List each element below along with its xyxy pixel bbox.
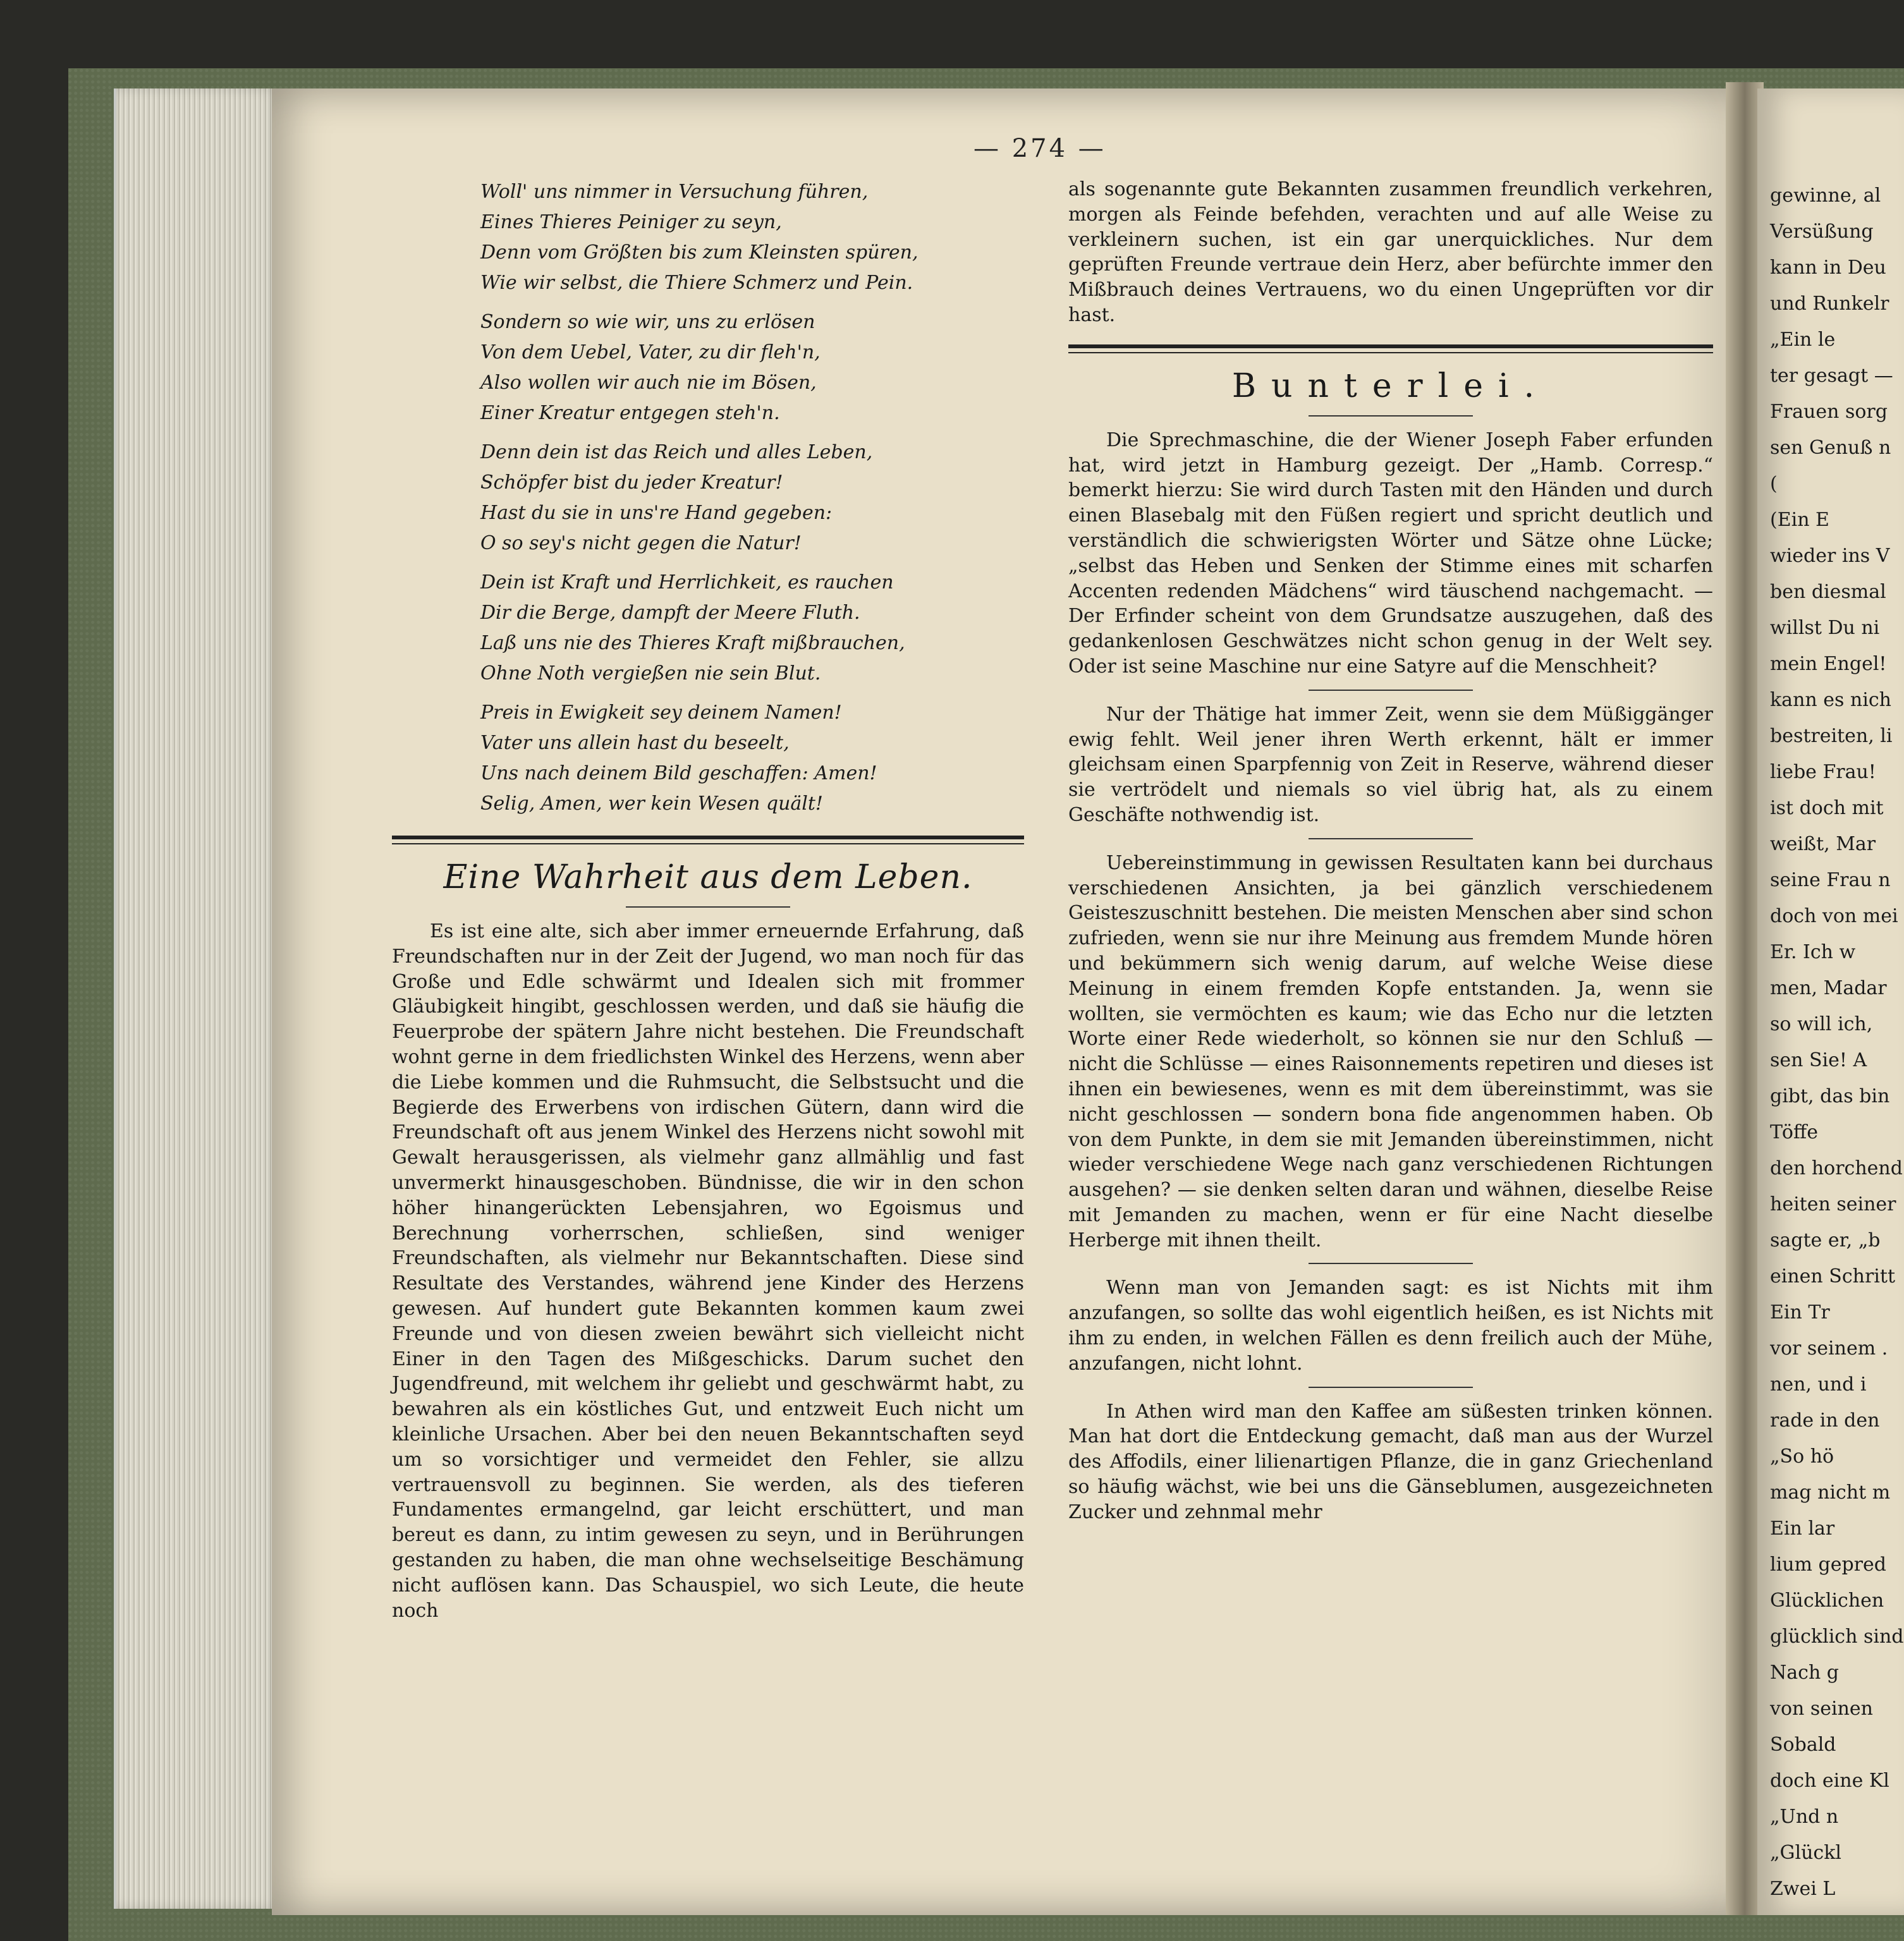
next-page-fragment: Ein lar [1770, 1518, 1835, 1540]
poem-line: Uns nach deinem Bild geschaffen: Amen! [480, 762, 877, 784]
article-text: Es ist eine alte, sich aber immer erneuernde Erfahrung, daß Freundschaften nur in der Zeit der Jugend, wo man noch für das Große und Edle schwärmt und Idealen sich mit frommer Gläubigkeit hingibt, geschlossen werden, und daß sie häufig die Feuerprobe der spätern Jahre nicht bestehen. Die Freundschaft wohnt gerne in dem friedlichsten Winkel des Herzens, wenn aber die Liebe kommen und die Ruhmsucht, die Selbstsucht und die Begierde des Erwerbens von irdischen Gütern, dann wird die Freundschaft oft aus jenem Winkel des Herzens nicht sowohl mit Gewalt herausgerissen, als vielmehr ganz allmählig und fast unvermerkt hinausgeschoben. Bündnisse, die wir in den schon höher hinangerückten Lebensjahren, wo Egoismus und Berechnung vorherrschen, schließen, sind weniger Freundschaften, als vielmehr nur Bekanntschaften. Diese sind Resultate des Verstandes, während jene Kinder des Herzens gewesen. Auf hundert gute Bekannten kommen kaum zwei Freunde und von diesen zweien bewährt sich vielleicht nicht Einer in den Tagen des Mißgeschicks. Darum suchet den Jugendfreund, mit welchem ihr geliebt und geschwärmt habt, zu bewahren als ein köstliches Gut, und entzweit Euch nicht um kleinliche Ursachen. Aber bei den neuen Bekanntschaften seyd um so vorsichtiger und vermeidet den Fehler, sie allzu vertrauensvoll zu beginnen. Sie werden, als des tieferen Fundamentes ermangelnd, gar leicht erschüttert, und man bereut es dann, zu intim gewesen zu seyn, und in Berührungen gestanden zu haben, die man ohne wechselseitige Beschämung nicht auflösen kann. Das Schauspiel, wo sich Leute, die heute noch [392, 920, 1024, 1622]
next-page-fragment: „Und n [1770, 1806, 1839, 1828]
next-page-fragment: und Runkelr [1770, 293, 1889, 315]
next-page-fragment: heiten seiner [1770, 1193, 1896, 1215]
next-page-fragment: liebe Frau! [1770, 761, 1876, 783]
poem-line: Vater uns allein hast du beseelt, [480, 732, 790, 754]
separator-rule [1309, 1387, 1473, 1388]
section-title: Bunterlei. [1231, 367, 1550, 405]
next-page-fragment: Sobald [1770, 1734, 1836, 1756]
left-column [392, 177, 1024, 1627]
next-page-fragment: Glücklichen [1770, 1590, 1884, 1612]
miscellany-paragraph: In Athen wird man den Kaffee am süßesten trinken können. Man hat dort die Entdeckung gemacht, daß man aus der Wurzel des Affodils, einer lilienartigen Pflanze, die in ganz Griechenland so häufig wächst, wie bei uns die Gänseblumen, ausgezeichneten Zucker und zehnmal mehr [1068, 1400, 1713, 1523]
next-page-fragment: kann es nich [1770, 689, 1891, 711]
separator-rule [1309, 838, 1473, 839]
poem-line: Schöpfer bist du jeder Kreatur! [480, 472, 783, 494]
next-page-fragment: Nach g [1770, 1662, 1839, 1684]
next-page-fragment: Er. Ich w [1770, 941, 1856, 963]
next-page [1757, 88, 1904, 1915]
article-title: Eine Wahrheit aus dem Leben. [443, 858, 973, 896]
next-page-fragment: mein Engel! [1770, 653, 1887, 675]
poem-stanza [480, 568, 1024, 689]
next-page-fragment: bestreiten, li [1770, 725, 1893, 747]
next-page-fragment: „Glückl [1770, 1842, 1841, 1864]
poem-line: Wie wir selbst, die Thiere Schmerz und Pein. [480, 272, 913, 294]
next-page-fragment: ben diesmal [1770, 581, 1886, 603]
poem-line: Preis in Ewigkeit sey deinem Namen! [480, 702, 842, 724]
poem-stanza [480, 307, 1024, 429]
next-page-fragment: gewinne, al [1770, 185, 1881, 207]
poem-line: O so sey's nicht gegen die Natur! [480, 532, 802, 554]
poem-line: Woll' uns nimmer in Versuchung führen, [480, 181, 869, 203]
section-rule [1309, 415, 1473, 417]
next-page-fragment: sen Sie! A [1770, 1049, 1867, 1071]
next-page-fragment: „Ein le [1770, 329, 1836, 351]
next-page-fragment: nen, und i [1770, 1373, 1867, 1396]
double-rule [392, 836, 1024, 844]
next-page-fragment: einen Schritt [1770, 1265, 1896, 1287]
poem-line: Eines Thieres Peiniger zu seyn, [480, 211, 782, 233]
double-rule [1068, 344, 1713, 353]
poem-stanza [480, 177, 1024, 298]
next-page-fragment: gibt, das bin [1770, 1085, 1890, 1107]
next-page-fragment: weißt, Mar [1770, 833, 1876, 855]
miscellany-paragraph: Wenn man von Jemanden sagt: es ist Nichts mit ihm anzufangen, so sollte das wohl eigentlich heißen, es ist Nichts mit ihm zu enden, in welchen Fällen es denn freilich auch der Mühe, anzufangen, nicht lohnt. [1068, 1277, 1713, 1375]
next-page-fragment: Ein Tr [1770, 1301, 1830, 1323]
next-page-fragment: sen Genuß n [1770, 437, 1891, 459]
next-page-fragment: vor seinem . [1770, 1337, 1888, 1360]
poem-line: Von dem Uebel, Vater, zu dir fleh'n, [480, 341, 821, 363]
miscellany-paragraph: Uebereinstimmung in gewissen Resultaten kann bei durchaus verschiedenen Ansichten, ja bei gänzlich verschiedenem Geisteszuschnitt bestehen. Die meisten Menschen aber sind schon zufrieden, wenn sie nur ihre Meinung aus fremdem Munde hören und bekümmern sich wenig darum, auf welche Weise diese Meinung in einem fremden Kopfe entstanden. Ja, wenn sie wollten, sie vermöchten es kaum; wie das Echo nur die letzten Worte einer Rede wiederholt, so können sie nur den Schluß — nicht die Schlüsse — eines Raisonnements repetiren und dieses ist ihnen ein bewiesenes, wenn es mit dem übereinstimmt, was sie nicht geschlossen — sondern bona fide angenommen haben. Ob von dem Punkte, in dem sie mit Jemanden übereinstimmen, nicht wieder verschiedene Wege nach ganz verschiedenen Richtungen ausgehen? — sie denken selten daran und wähnen, dieselbe Reise mit Jemanden zu machen, wenn er für eine Nacht dieselbe Herberge mit ihnen theilt. [1068, 851, 1713, 1251]
next-page-fragment: willst Du ni [1770, 617, 1880, 639]
poem-stanza [480, 698, 1024, 819]
next-page-fragment: wieder ins V [1770, 545, 1890, 567]
miscellany-paragraphs [1068, 428, 1713, 1525]
next-page-fragment: von seinen [1770, 1698, 1874, 1720]
page-edges [114, 88, 281, 1909]
poem [392, 177, 1024, 819]
separator-rule [1309, 690, 1473, 691]
next-page-fragment: so will ich, [1770, 1013, 1873, 1035]
title-rule [626, 906, 790, 908]
next-page-fragment: men, Madar [1770, 977, 1887, 999]
poem-line: Denn dein ist das Reich und alles Leben, [480, 441, 873, 463]
next-page-fragment: mag nicht m [1770, 1482, 1891, 1504]
right-column [1068, 177, 1713, 1529]
miscellany-paragraph: Die Sprechmaschine, die der Wiener Joseph Faber erfunden hat, wird jetzt in Hamburg gezeigt. Der „Hamb. Corresp.“ bemerkt hierzu: Sie wird durch Tasten mit den Händen und durch einen Blasebalg mit den Füßen regiert und spricht deutlich und verständlich die schwierigsten Wörter und Sätze ohne Lücke; „selbst das Heben und Senken der Stimme eines mit scharfen Accenten redenden Mädchens“ wird täuschend nachgemacht. — Der Erfinder scheint von dem Grundsatze auszugehen, daß des gedankenlosen Geschwätzes nicht schon genug in der Welt sey. Oder ist seine Maschine nur eine Satyre auf die Menschheit? [1068, 429, 1713, 678]
separator-rule [1309, 1263, 1473, 1264]
poem-line: Laß uns nie des Thieres Kraft mißbrauchen, [480, 632, 905, 654]
poem-line: Dein ist Kraft und Herrlichkeit, es rauchen [480, 571, 894, 593]
next-page-fragment: rade in den [1770, 1409, 1880, 1432]
next-page-fragment: lium gepred [1770, 1554, 1886, 1576]
next-page-fragment: Versüßung [1770, 221, 1874, 243]
poem-line: Dir die Berge, dampft der Meere Fluth. [480, 602, 860, 624]
next-page-fragment: sagte er, „b [1770, 1229, 1881, 1251]
next-page-fragment: kann in Deu [1770, 257, 1886, 279]
poem-line: Einer Kreatur entgegen steh'n. [480, 402, 780, 424]
continuation-text: als sogenannte gute Bekannten zusammen freundlich verkehren, morgen als Feinde befehden, verachten und auf alle Weise zu verkleinern suchen, ist ein gar unerquickliches. Nur dem geprüften Freunde vertraue dein Herz, aber befürchte immer den Mißbrauch deines Vertrauens, wo du einen Ungeprüften vor dir hast. [1068, 178, 1713, 326]
poem-line: Ohne Noth vergießen nie sein Blut. [480, 662, 821, 685]
next-page-fragment: ist doch mit [1770, 797, 1884, 819]
next-page-fragment: ter gesagt — [1770, 365, 1893, 387]
next-page-fragment: glücklich sind [1770, 1626, 1904, 1648]
next-page-fragment: Frauen sorg [1770, 401, 1888, 423]
next-page-fragment: seine Frau n [1770, 869, 1891, 891]
miscellany-paragraph: Nur der Thätige hat immer Zeit, wenn sie dem Müßiggänger ewig fehlt. Weil jener ihren Werth erkennt, hält er immer gleichsam einen Sparpfennig von Zeit in Reserve, während dieser sie vertrödelt und niemals so viel übrig hat, als zu einem Geschäfte nothwendig ist. [1068, 703, 1713, 826]
poem-line: Denn vom Größten bis zum Kleinsten spüren, [480, 241, 918, 264]
poem-line: Sondern so wie wir, uns zu erlösen [480, 311, 815, 333]
next-page-fragment: doch eine Kl [1770, 1770, 1889, 1792]
poem-stanza [480, 437, 1024, 559]
next-page-fragment: den horchend [1770, 1157, 1903, 1179]
poem-line: Selig, Amen, wer kein Wesen quält! [480, 793, 823, 815]
next-page-fragment: Töffe [1770, 1121, 1818, 1143]
poem-line: Also wollen wir auch nie im Bösen, [480, 372, 817, 394]
next-page-fragment: „So hö [1770, 1445, 1834, 1468]
next-page-fragment: ( [1770, 473, 1778, 495]
next-page-fragment: (Ein E [1770, 509, 1829, 531]
page-number: — 274 — [973, 134, 1106, 163]
next-page-fragment: Zwei L [1770, 1878, 1836, 1900]
next-page-fragment: doch von mei [1770, 905, 1898, 927]
poem-line: Hast du sie in uns're Hand gegeben: [480, 502, 833, 524]
